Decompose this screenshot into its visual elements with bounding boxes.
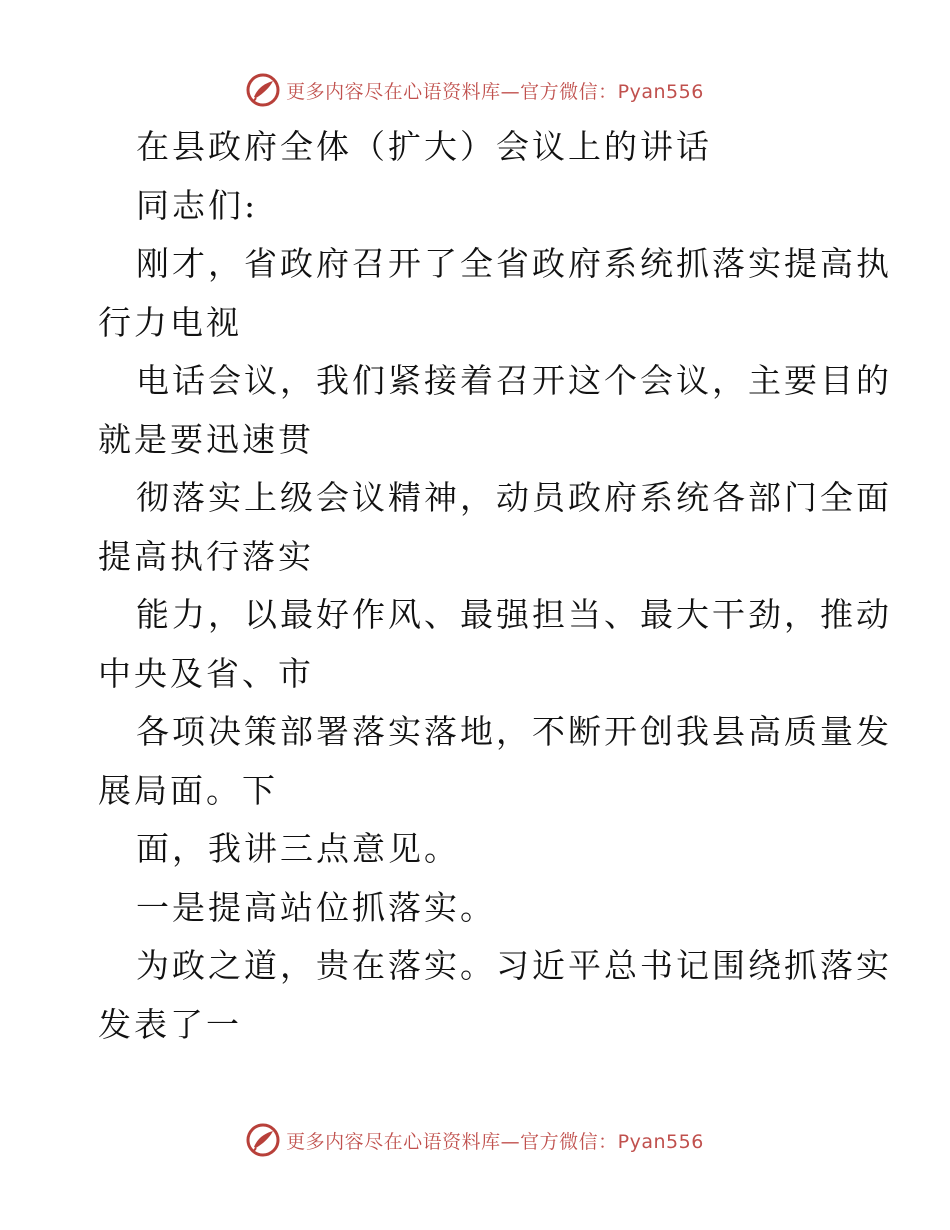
document-title: 在县政府全体（扩大）会议上的讲话 bbox=[136, 127, 712, 166]
paragraph-line: 就是要迅速贯 bbox=[98, 419, 314, 459]
paragraph-line: 刚才，省政府召开了全省政府系统抓落实提高执 bbox=[136, 244, 892, 283]
paragraph-line: 为政之道，贵在落实。习近平总书记围绕抓落实 bbox=[136, 946, 892, 985]
header-banner bbox=[0, 70, 950, 110]
section-heading: 一是提高站位抓落实。 bbox=[136, 887, 496, 927]
paragraph-line: 中央及省、市 bbox=[98, 653, 314, 693]
paragraph-line: 提高执行落实 bbox=[98, 536, 314, 576]
paragraph-line: 面，我讲三点意见。 bbox=[136, 829, 460, 868]
pen-logo-icon bbox=[246, 1123, 280, 1157]
document-greeting: 同志们: bbox=[136, 185, 259, 225]
header-banner-text: 更多内容尽在心语资料库—官方微信：Pyan556 bbox=[286, 80, 704, 103]
pen-logo-icon bbox=[246, 73, 280, 107]
paragraph-line: 发表了一 bbox=[98, 1004, 242, 1044]
paragraph-line: 行力电视 bbox=[98, 302, 242, 342]
paragraph-line: 彻落实上级会议精神，动员政府系统各部门全面 bbox=[136, 478, 892, 517]
paragraph-line: 电话会议，我们紧接着召开这个会议，主要目的 bbox=[136, 361, 892, 400]
footer-banner-text: 更多内容尽在心语资料库—官方微信：Pyan556 bbox=[286, 1130, 704, 1153]
paragraph-line: 展局面。下 bbox=[98, 770, 278, 810]
document-body bbox=[98, 118, 892, 1054]
footer-banner bbox=[0, 1120, 950, 1160]
paragraph-line: 各项决策部署落实落地，不断开创我县高质量发 bbox=[136, 712, 892, 751]
paragraph-line: 能力，以最好作风、最强担当、最大干劲，推动 bbox=[136, 595, 892, 634]
